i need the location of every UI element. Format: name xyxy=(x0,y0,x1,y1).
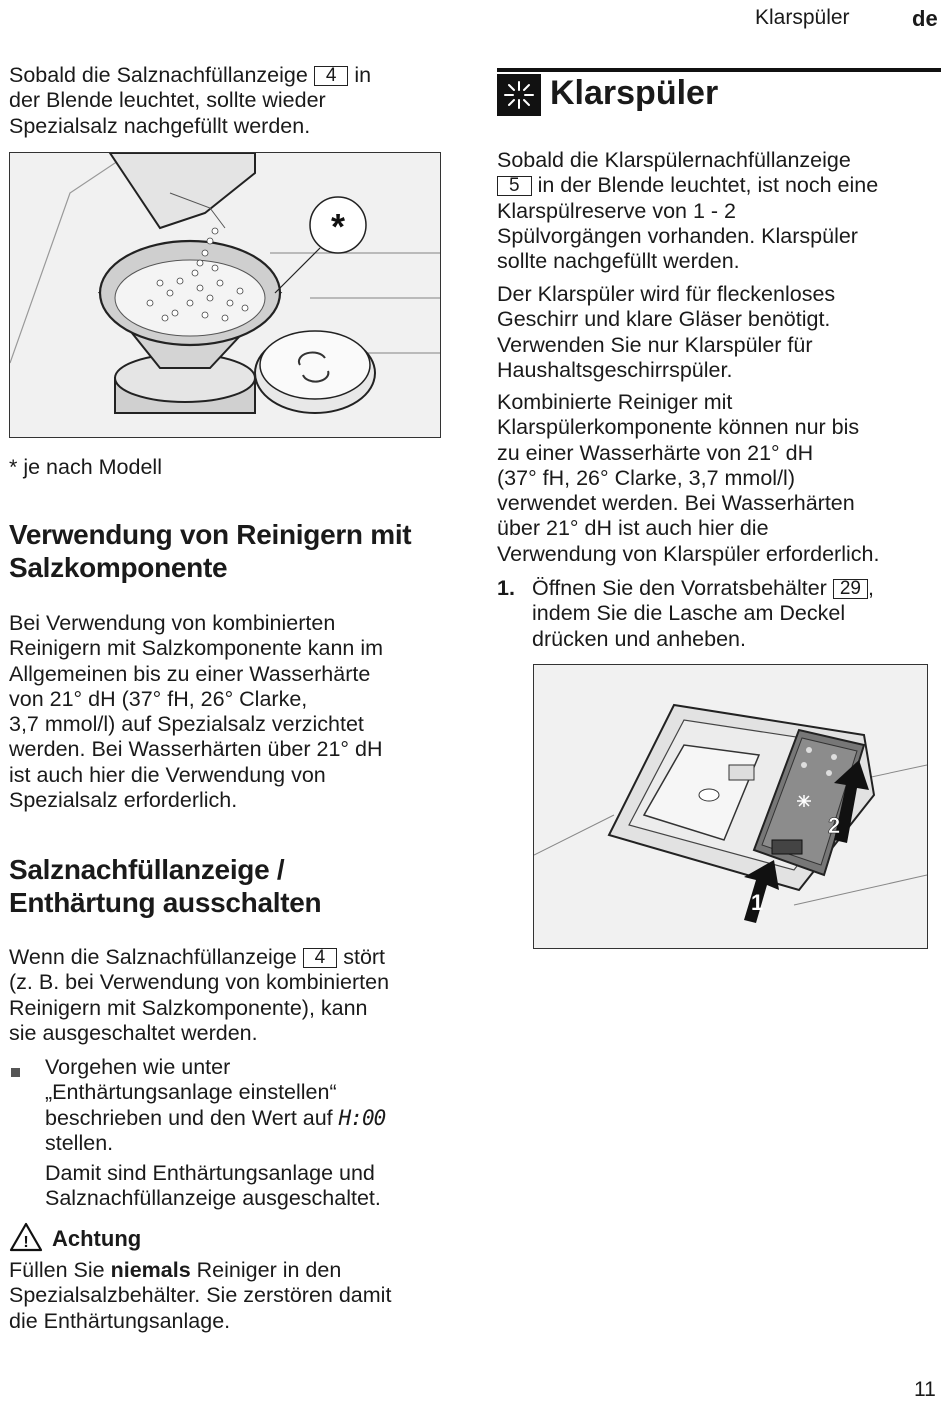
text-line: sie ausgeschaltet werden. xyxy=(9,1020,258,1045)
text-line: Damit sind Enthärtungsanlage und xyxy=(45,1161,375,1185)
text-line: Spezialsalz erforderlich. xyxy=(9,788,238,813)
salt-funnel-drawing xyxy=(10,153,440,437)
warning-title: Achtung xyxy=(52,1226,142,1251)
text-line: Sobald die Klarspülernachfüllanzeige xyxy=(497,148,851,172)
text-line: Spezialsalzbehälter. Sie zerstören damit xyxy=(9,1283,392,1308)
text-line: von 21° dH (37° fH, 26° Clarke, xyxy=(9,686,308,711)
text-line: werden. Bei Wasserhärten über 21° dH xyxy=(9,737,383,762)
heading-line: Salznachfüllanzeige / xyxy=(9,854,285,885)
text-line: Allgemeinen bis zu einer Wasserhärte xyxy=(9,661,371,686)
text: stört xyxy=(343,945,386,969)
heading-reiniger-salzkomponente xyxy=(9,518,459,584)
section-title: Klarspüler xyxy=(550,74,719,112)
text-line: zu einer Wasserhärte von 21° dH xyxy=(497,440,814,465)
heading-line: Verwendung von Reinigern mit xyxy=(9,519,412,550)
text: Öffnen Sie den Vorratsbehälter xyxy=(532,576,827,600)
combined-detergent-paragraph xyxy=(497,390,942,567)
after-bullet-paragraph xyxy=(45,1161,455,1212)
text-line: Der Klarspüler wird für fleckenloses xyxy=(497,282,836,306)
dispenser-drawing xyxy=(534,665,927,948)
text-line: Verwendung von Klarspüler erforderlich. xyxy=(497,541,880,566)
text-line: Bei Verwendung von kombinierten xyxy=(9,611,336,635)
text-line: „Enthärtungsanlage einstellen“ xyxy=(45,1080,337,1105)
section-rule xyxy=(497,68,941,72)
heading-line: Enthärtung ausschalten xyxy=(9,887,322,918)
footnote: * je nach Modell xyxy=(9,455,162,479)
text: Spezialsalz nachgefüllt werden. xyxy=(9,113,311,138)
disable-indicator-paragraph xyxy=(9,945,459,1046)
text-line: verwendet werden. Bei Wasserhärten xyxy=(497,491,855,516)
text: der Blende leuchtet, sollte wieder xyxy=(9,88,326,113)
text-line: Kombinierte Reiniger mit xyxy=(497,390,733,414)
indicator-box-4: 4 xyxy=(303,948,338,968)
heading-salznachfuellanzeige xyxy=(9,853,459,919)
indicator-box-4: 4 xyxy=(314,66,349,86)
text-line: drücken und anheben. xyxy=(532,626,746,651)
emphasis: niemals xyxy=(110,1258,191,1282)
rinse-indicator-paragraph xyxy=(497,148,942,274)
text: in xyxy=(354,63,372,87)
text-line: (37° fH, 26° Clarke, 3,7 mmol/l) xyxy=(497,465,795,490)
header-section-title: Klarspüler xyxy=(755,6,850,29)
rinse-aid-icon xyxy=(497,74,541,116)
text-line: über 21° dH ist auch hier die xyxy=(497,516,769,541)
bullet-square-icon xyxy=(11,1064,20,1082)
footnote-star-marker: * xyxy=(330,206,346,247)
text: Füllen Sie xyxy=(9,1258,105,1282)
bullet-item xyxy=(45,1055,455,1156)
text-line: ist auch hier die Verwendung von xyxy=(9,762,326,787)
dispenser-illustration xyxy=(533,664,928,949)
text-line: Klarspülreserve von 1 - 2 xyxy=(497,198,736,223)
text-line: Salznachfüllanzeige ausgeschaltet. xyxy=(45,1186,381,1211)
heading-line: Salzkomponente xyxy=(9,552,228,583)
lcd-value: H:00 xyxy=(338,1105,386,1130)
arrow-1-label: 1 xyxy=(751,890,764,915)
rinse-usage-paragraph xyxy=(497,282,942,383)
step-1-text xyxy=(532,576,944,652)
text: , xyxy=(867,576,874,600)
text-line: Reinigern mit Salzkomponente kann im xyxy=(9,636,384,661)
text-line: 3,7 mmol/l) auf Spezialsalz verzichtet xyxy=(9,712,364,737)
text-line: Geschirr und klare Gläser benötigt. xyxy=(497,307,831,332)
page-number: 11 xyxy=(914,1378,936,1401)
text-line: Klarspülerkomponente können nur bis xyxy=(497,415,860,440)
text: in der Blende leuchtet, ist noch eine xyxy=(537,173,879,198)
text-line: indem Sie die Lasche am Deckel xyxy=(532,601,846,626)
indicator-box-29: 29 xyxy=(833,579,868,599)
text-line: (z. B. bei Verwendung von kombinierten xyxy=(9,970,390,995)
text: Sobald die Salznachfüllanzeige xyxy=(9,63,308,87)
reiniger-paragraph xyxy=(9,611,459,813)
step-number: 1. xyxy=(497,576,515,600)
salt-funnel-illustration xyxy=(9,152,441,438)
text: Reiniger in den xyxy=(196,1258,342,1282)
warning-text xyxy=(9,1258,459,1334)
text: Wenn die Salznachfüllanzeige xyxy=(9,945,297,969)
warning-glyph: ! xyxy=(23,1234,29,1251)
text-line: stellen. xyxy=(45,1130,114,1155)
text-line: Verwenden Sie nur Klarspüler für xyxy=(497,332,813,357)
text-line: Vorgehen wie unter xyxy=(45,1055,231,1079)
header-language: de xyxy=(912,6,938,31)
text-line: Spülvorgängen vorhanden. Klarspüler xyxy=(497,223,858,248)
text-line: sollte nachgefüllt werden. xyxy=(497,249,740,274)
arrow-2-label: 2 xyxy=(828,813,841,838)
text-line: Reinigern mit Salzkomponente), kann xyxy=(9,995,368,1020)
text-line: die Enthärtungsanlage. xyxy=(9,1308,231,1333)
text-line: Haushaltsgeschirrspüler. xyxy=(497,357,733,382)
salt-indicator-paragraph xyxy=(9,63,449,139)
text: beschrieben und den Wert auf xyxy=(45,1105,333,1130)
warning-triangle-icon xyxy=(9,1222,43,1257)
indicator-box-5: 5 xyxy=(497,176,532,196)
